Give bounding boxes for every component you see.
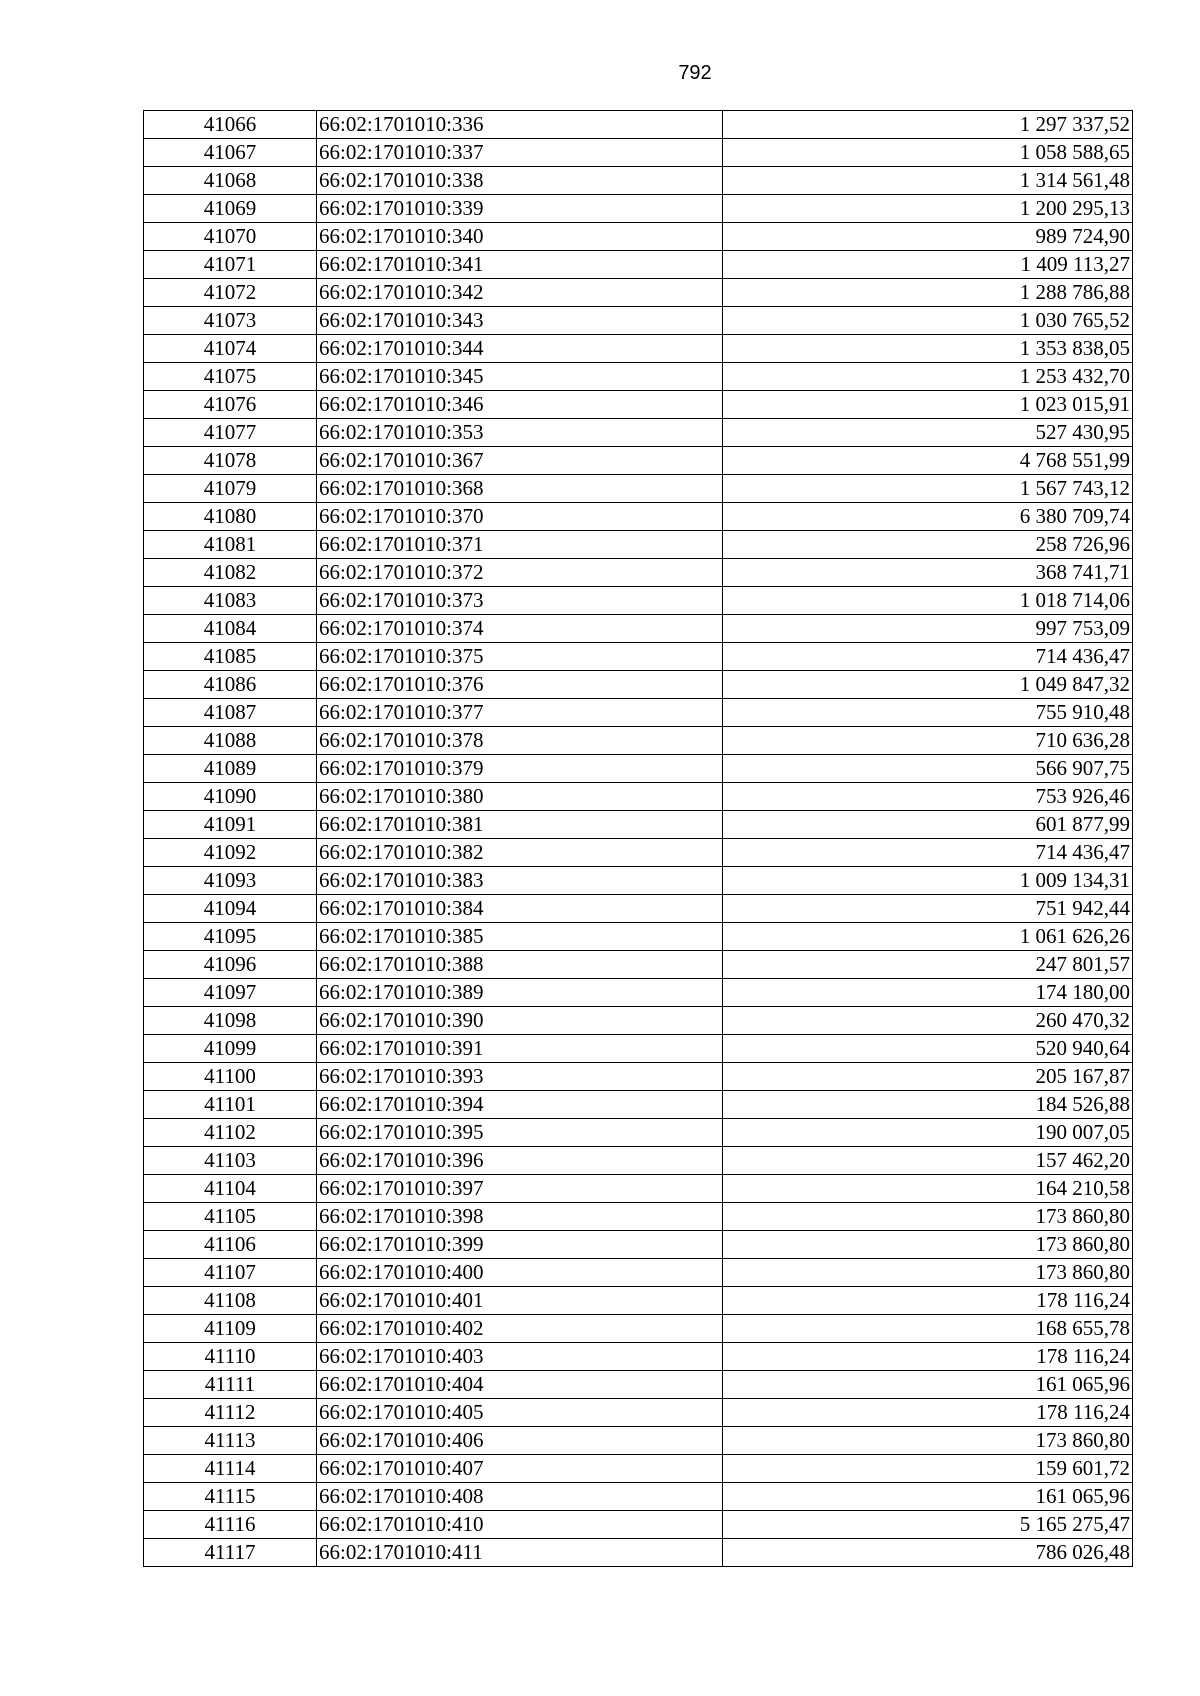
table-row: [144, 279, 1133, 307]
table-row: [144, 223, 1133, 251]
cadastral-number-cell: 66:02:1701010:401: [317, 1287, 723, 1315]
table-row: [144, 167, 1133, 195]
cadastral-value-cell: 260 470,32: [723, 1007, 1133, 1035]
cadastral-value-cell: 190 007,05: [723, 1119, 1133, 1147]
table-row: [144, 1231, 1133, 1259]
table-row: [144, 1315, 1133, 1343]
table-row: [144, 1287, 1133, 1315]
table-row: [144, 867, 1133, 895]
cadastral-value-cell: 714 436,47: [723, 643, 1133, 671]
cadastral-value-cell: 6 380 709,74: [723, 503, 1133, 531]
table-row: [144, 335, 1133, 363]
cadastral-value-cell: 178 116,24: [723, 1343, 1133, 1371]
cadastral-value-cell: 164 210,58: [723, 1175, 1133, 1203]
cadastral-number-cell: 66:02:1701010:342: [317, 279, 723, 307]
cadastral-value-cell: 161 065,96: [723, 1483, 1133, 1511]
row-number-cell: 41100: [144, 1063, 317, 1091]
cadastral-number-cell: 66:02:1701010:388: [317, 951, 723, 979]
row-number-cell: 41067: [144, 139, 317, 167]
row-number-cell: 41066: [144, 111, 317, 139]
cadastral-number-cell: 66:02:1701010:338: [317, 167, 723, 195]
cadastral-value-cell: 173 860,80: [723, 1427, 1133, 1455]
cadastral-number-cell: 66:02:1701010:367: [317, 447, 723, 475]
table-row: [144, 727, 1133, 755]
table-row: [144, 1035, 1133, 1063]
table-row: [144, 1427, 1133, 1455]
table-row: [144, 1259, 1133, 1287]
table-row: [144, 391, 1133, 419]
cadastral-number-cell: 66:02:1701010:404: [317, 1371, 723, 1399]
cadastral-number-cell: 66:02:1701010:383: [317, 867, 723, 895]
row-number-cell: 41093: [144, 867, 317, 895]
cadastral-number-cell: 66:02:1701010:379: [317, 755, 723, 783]
row-number-cell: 41070: [144, 223, 317, 251]
registry-table-body: [144, 111, 1133, 1567]
cadastral-number-cell: 66:02:1701010:406: [317, 1427, 723, 1455]
cadastral-value-cell: 368 741,71: [723, 559, 1133, 587]
table-row: [144, 839, 1133, 867]
table-row: [144, 1371, 1133, 1399]
cadastral-value-cell: 184 526,88: [723, 1091, 1133, 1119]
registry-table: [143, 110, 1133, 1567]
cadastral-number-cell: 66:02:1701010:405: [317, 1399, 723, 1427]
table-row: [144, 475, 1133, 503]
row-number-cell: 41072: [144, 279, 317, 307]
row-number-cell: 41094: [144, 895, 317, 923]
cadastral-number-cell: 66:02:1701010:403: [317, 1343, 723, 1371]
table-row: [144, 447, 1133, 475]
cadastral-number-cell: 66:02:1701010:336: [317, 111, 723, 139]
cadastral-number-cell: 66:02:1701010:346: [317, 391, 723, 419]
row-number-cell: 41105: [144, 1203, 317, 1231]
cadastral-number-cell: 66:02:1701010:353: [317, 419, 723, 447]
row-number-cell: 41090: [144, 783, 317, 811]
row-number-cell: 41092: [144, 839, 317, 867]
table-row: [144, 1511, 1133, 1539]
cadastral-value-cell: 1 409 113,27: [723, 251, 1133, 279]
table-row: [144, 923, 1133, 951]
cadastral-value-cell: 1 567 743,12: [723, 475, 1133, 503]
cadastral-value-cell: 755 910,48: [723, 699, 1133, 727]
table-row: [144, 755, 1133, 783]
cadastral-value-cell: 566 907,75: [723, 755, 1133, 783]
cadastral-value-cell: 174 180,00: [723, 979, 1133, 1007]
cadastral-number-cell: 66:02:1701010:397: [317, 1175, 723, 1203]
cadastral-number-cell: 66:02:1701010:382: [317, 839, 723, 867]
table-row: [144, 1147, 1133, 1175]
table-row: [144, 531, 1133, 559]
table-row: [144, 951, 1133, 979]
cadastral-value-cell: 520 940,64: [723, 1035, 1133, 1063]
cadastral-number-cell: 66:02:1701010:407: [317, 1455, 723, 1483]
table-row: [144, 1203, 1133, 1231]
cadastral-value-cell: 173 860,80: [723, 1203, 1133, 1231]
table-row: [144, 1175, 1133, 1203]
cadastral-number-cell: 66:02:1701010:398: [317, 1203, 723, 1231]
table-row: [144, 1091, 1133, 1119]
cadastral-number-cell: 66:02:1701010:371: [317, 531, 723, 559]
table-row: [144, 1063, 1133, 1091]
cadastral-value-cell: 710 636,28: [723, 727, 1133, 755]
cadastral-number-cell: 66:02:1701010:373: [317, 587, 723, 615]
cadastral-value-cell: 1 288 786,88: [723, 279, 1133, 307]
row-number-cell: 41095: [144, 923, 317, 951]
cadastral-value-cell: 178 116,24: [723, 1399, 1133, 1427]
row-number-cell: 41081: [144, 531, 317, 559]
row-number-cell: 41117: [144, 1539, 317, 1567]
cadastral-value-cell: 247 801,57: [723, 951, 1133, 979]
row-number-cell: 41108: [144, 1287, 317, 1315]
cadastral-value-cell: 1 200 295,13: [723, 195, 1133, 223]
cadastral-number-cell: 66:02:1701010:385: [317, 923, 723, 951]
row-number-cell: 41114: [144, 1455, 317, 1483]
row-number-cell: 41087: [144, 699, 317, 727]
row-number-cell: 41110: [144, 1343, 317, 1371]
table-row: [144, 643, 1133, 671]
cadastral-number-cell: 66:02:1701010:370: [317, 503, 723, 531]
cadastral-number-cell: 66:02:1701010:411: [317, 1539, 723, 1567]
cadastral-number-cell: 66:02:1701010:390: [317, 1007, 723, 1035]
table-row: [144, 139, 1133, 167]
cadastral-number-cell: 66:02:1701010:400: [317, 1259, 723, 1287]
cadastral-number-cell: 66:02:1701010:381: [317, 811, 723, 839]
cadastral-number-cell: 66:02:1701010:341: [317, 251, 723, 279]
row-number-cell: 41078: [144, 447, 317, 475]
cadastral-number-cell: 66:02:1701010:339: [317, 195, 723, 223]
page-number-text: 792: [678, 62, 712, 84]
cadastral-value-cell: 168 655,78: [723, 1315, 1133, 1343]
cadastral-number-cell: 66:02:1701010:399: [317, 1231, 723, 1259]
table-row: [144, 419, 1133, 447]
cadastral-value-cell: 527 430,95: [723, 419, 1133, 447]
table-row: [144, 895, 1133, 923]
row-number-cell: 41109: [144, 1315, 317, 1343]
cadastral-value-cell: 1 314 561,48: [723, 167, 1133, 195]
table-row: [144, 587, 1133, 615]
table-row: [144, 503, 1133, 531]
cadastral-value-cell: 751 942,44: [723, 895, 1133, 923]
cadastral-number-cell: 66:02:1701010:378: [317, 727, 723, 755]
row-number-cell: 41071: [144, 251, 317, 279]
cadastral-number-cell: 66:02:1701010:402: [317, 1315, 723, 1343]
cadastral-value-cell: 1 253 432,70: [723, 363, 1133, 391]
cadastral-number-cell: 66:02:1701010:368: [317, 475, 723, 503]
cadastral-value-cell: 5 165 275,47: [723, 1511, 1133, 1539]
cadastral-number-cell: 66:02:1701010:377: [317, 699, 723, 727]
cadastral-value-cell: 1 297 337,52: [723, 111, 1133, 139]
table-row: [144, 559, 1133, 587]
table-row: [144, 1343, 1133, 1371]
row-number-cell: 41085: [144, 643, 317, 671]
cadastral-number-cell: 66:02:1701010:344: [317, 335, 723, 363]
cadastral-value-cell: 1 061 626,26: [723, 923, 1133, 951]
table-row: [144, 1007, 1133, 1035]
cadastral-value-cell: 601 877,99: [723, 811, 1133, 839]
row-number-cell: 41115: [144, 1483, 317, 1511]
cadastral-number-cell: 66:02:1701010:376: [317, 671, 723, 699]
row-number-cell: 41116: [144, 1511, 317, 1539]
row-number-cell: 41069: [144, 195, 317, 223]
row-number-cell: 41084: [144, 615, 317, 643]
table-row: [144, 671, 1133, 699]
cadastral-number-cell: 66:02:1701010:337: [317, 139, 723, 167]
cadastral-value-cell: 173 860,80: [723, 1231, 1133, 1259]
row-number-cell: 41112: [144, 1399, 317, 1427]
cadastral-value-cell: 1 018 714,06: [723, 587, 1133, 615]
cadastral-number-cell: 66:02:1701010:410: [317, 1511, 723, 1539]
cadastral-value-cell: 997 753,09: [723, 615, 1133, 643]
table-row: [144, 1119, 1133, 1147]
row-number-cell: 41086: [144, 671, 317, 699]
row-number-cell: 41080: [144, 503, 317, 531]
row-number-cell: 41082: [144, 559, 317, 587]
table-row: [144, 307, 1133, 335]
row-number-cell: 41107: [144, 1259, 317, 1287]
cadastral-value-cell: 161 065,96: [723, 1371, 1133, 1399]
row-number-cell: 41068: [144, 167, 317, 195]
row-number-cell: 41073: [144, 307, 317, 335]
row-number-cell: 41088: [144, 727, 317, 755]
row-number-cell: 41101: [144, 1091, 317, 1119]
cadastral-value-cell: 1 009 134,31: [723, 867, 1133, 895]
cadastral-number-cell: 66:02:1701010:395: [317, 1119, 723, 1147]
row-number-cell: 41076: [144, 391, 317, 419]
cadastral-value-cell: 989 724,90: [723, 223, 1133, 251]
cadastral-value-cell: 4 768 551,99: [723, 447, 1133, 475]
table-row: [144, 1399, 1133, 1427]
cadastral-value-cell: 786 026,48: [723, 1539, 1133, 1567]
cadastral-number-cell: 66:02:1701010:394: [317, 1091, 723, 1119]
cadastral-number-cell: 66:02:1701010:391: [317, 1035, 723, 1063]
cadastral-number-cell: 66:02:1701010:396: [317, 1147, 723, 1175]
cadastral-number-cell: 66:02:1701010:374: [317, 615, 723, 643]
row-number-cell: 41079: [144, 475, 317, 503]
row-number-cell: 41097: [144, 979, 317, 1007]
row-number-cell: 41106: [144, 1231, 317, 1259]
row-number-cell: 41099: [144, 1035, 317, 1063]
table-row: [144, 1483, 1133, 1511]
row-number-cell: 41089: [144, 755, 317, 783]
row-number-cell: 41075: [144, 363, 317, 391]
table-row: [144, 699, 1133, 727]
table-row: [144, 615, 1133, 643]
table-row: [144, 1539, 1133, 1567]
cadastral-value-cell: 1 058 588,65: [723, 139, 1133, 167]
row-number-cell: 41113: [144, 1427, 317, 1455]
cadastral-number-cell: 66:02:1701010:393: [317, 1063, 723, 1091]
cadastral-number-cell: 66:02:1701010:389: [317, 979, 723, 1007]
table-row: [144, 783, 1133, 811]
row-number-cell: 41102: [144, 1119, 317, 1147]
cadastral-number-cell: 66:02:1701010:384: [317, 895, 723, 923]
cadastral-number-cell: 66:02:1701010:375: [317, 643, 723, 671]
cadastral-value-cell: 1 030 765,52: [723, 307, 1133, 335]
cadastral-number-cell: 66:02:1701010:343: [317, 307, 723, 335]
table-row: [144, 195, 1133, 223]
cadastral-value-cell: 157 462,20: [723, 1147, 1133, 1175]
row-number-cell: 41111: [144, 1371, 317, 1399]
table-row: [144, 111, 1133, 139]
table-row: [144, 363, 1133, 391]
cadastral-number-cell: 66:02:1701010:408: [317, 1483, 723, 1511]
row-number-cell: 41103: [144, 1147, 317, 1175]
cadastral-value-cell: 753 926,46: [723, 783, 1133, 811]
cadastral-number-cell: 66:02:1701010:340: [317, 223, 723, 251]
cadastral-value-cell: 178 116,24: [723, 1287, 1133, 1315]
table-row: [144, 979, 1133, 1007]
cadastral-number-cell: 66:02:1701010:372: [317, 559, 723, 587]
cadastral-value-cell: 258 726,96: [723, 531, 1133, 559]
row-number-cell: 41096: [144, 951, 317, 979]
table-row: [144, 811, 1133, 839]
cadastral-value-cell: 205 167,87: [723, 1063, 1133, 1091]
cadastral-number-cell: 66:02:1701010:345: [317, 363, 723, 391]
row-number-cell: 41077: [144, 419, 317, 447]
cadastral-value-cell: 1 353 838,05: [723, 335, 1133, 363]
cadastral-value-cell: 159 601,72: [723, 1455, 1133, 1483]
row-number-cell: 41091: [144, 811, 317, 839]
row-number-cell: 41104: [144, 1175, 317, 1203]
cadastral-value-cell: 173 860,80: [723, 1259, 1133, 1287]
cadastral-number-cell: 66:02:1701010:380: [317, 783, 723, 811]
row-number-cell: 41083: [144, 587, 317, 615]
cadastral-value-cell: 1 023 015,91: [723, 391, 1133, 419]
row-number-cell: 41074: [144, 335, 317, 363]
table-row: [144, 251, 1133, 279]
cadastral-value-cell: 1 049 847,32: [723, 671, 1133, 699]
table-row: [144, 1455, 1133, 1483]
row-number-cell: 41098: [144, 1007, 317, 1035]
cadastral-value-cell: 714 436,47: [723, 839, 1133, 867]
